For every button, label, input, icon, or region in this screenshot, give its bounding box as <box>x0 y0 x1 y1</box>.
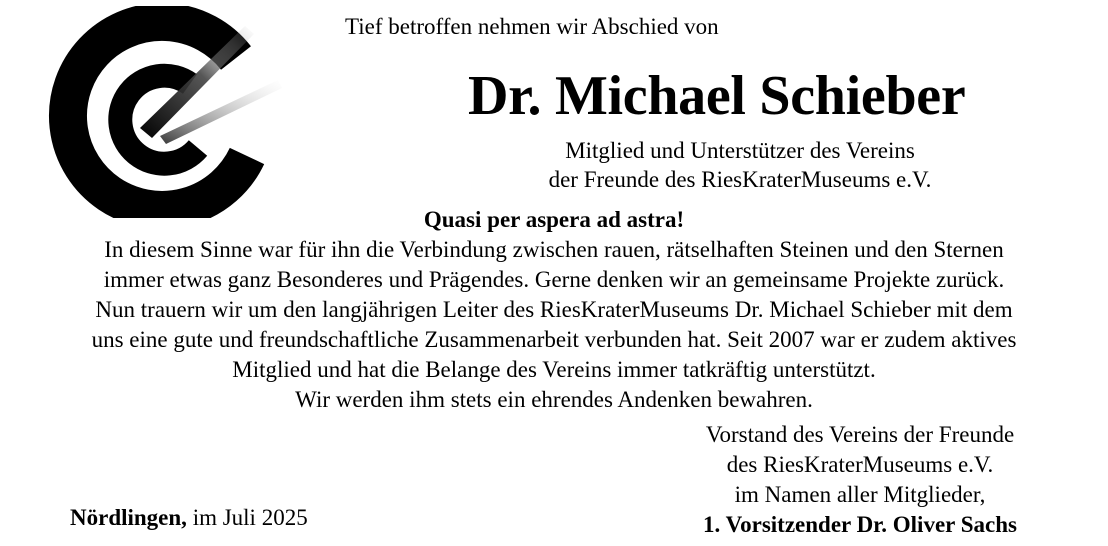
intro-text: Tief betroffen nehmen wir Abschied von <box>345 14 719 39</box>
deceased-name: Dr. Michael Schieber <box>468 65 966 127</box>
role-description <box>440 136 1040 194</box>
place: Nördlingen, <box>70 505 187 530</box>
body-line: uns eine gute und freundschaftliche Zusammenarbeit verbunden hat. Seit 2007 war er zudem aktives <box>91 327 1017 352</box>
body-line: Mitglied und hat die Belange des Vereins immer tatkräftig unterstützt. <box>232 357 876 382</box>
body-line: Wir werden ihm stets ein ehrendes Andenken bewahren. <box>295 387 813 412</box>
crater-impact-logo-icon <box>40 6 290 218</box>
body-line: immer etwas ganz Besonderes und Prägendes. Gerne denken wir an gemeinsame Projekte zurück. <box>103 267 1005 292</box>
place-date <box>70 505 308 531</box>
role-line: Mitglied und Unterstützer des Vereins <box>565 138 915 163</box>
role-line: der Freunde des RiesKraterMuseums e.V. <box>548 167 932 192</box>
tribute-body <box>0 205 1108 415</box>
signer-name: 1. Vorsitzender Dr. Oliver Sachs <box>703 512 1017 537</box>
date: im Juli 2025 <box>192 505 308 530</box>
signature-block <box>630 420 1090 540</box>
signature-line: des RiesKraterMuseums e.V. <box>726 452 994 477</box>
signature-line: Vorstand des Vereins der Freunde <box>705 422 1015 447</box>
signature-line: im Namen aller Mitglieder, <box>734 482 986 507</box>
body-line: Nun trauern wir um den langjährigen Leiter des RiesKraterMuseums Dr. Michael Schieber mit dem <box>95 297 1013 322</box>
motto: Quasi per aspera ad astra! <box>423 207 685 232</box>
body-line: In diesem Sinne war für ihn die Verbindung zwischen rauen, rätselhaften Steinen und den Sternen <box>104 237 1004 262</box>
